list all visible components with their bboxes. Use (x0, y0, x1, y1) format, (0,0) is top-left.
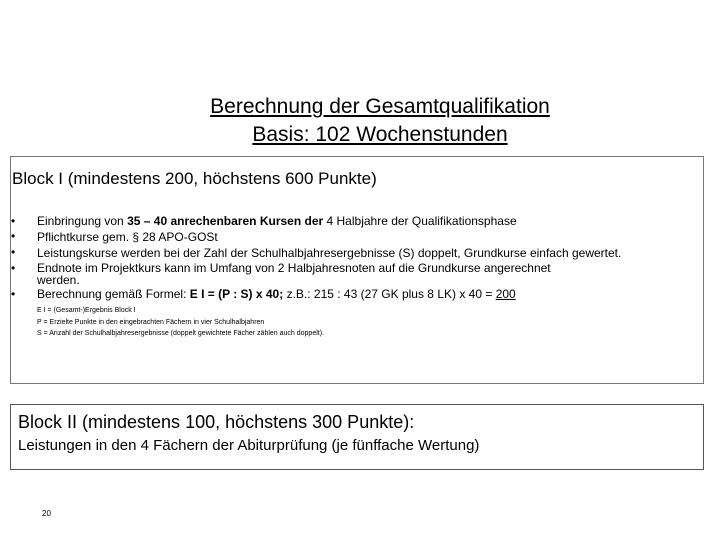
legend-line: S = Anzahl der Schulhalbjahresergebnisse (doppelt gewichtete Fächer zählen auch doppelt). (37, 330, 324, 337)
bullet-marker: • (11, 261, 16, 275)
bullet-marker: • (11, 287, 16, 301)
page-number: 20 (42, 509, 51, 518)
formula-text: E I = (P : S) x 40; (189, 287, 284, 301)
legend-line: P = Erzielte Punkte in den eingebrachten Fächern in vier Schulhalbjahren (37, 319, 265, 326)
block2-subtext: Leistungen in den 4 Fächern der Abiturprüfung (je fünffache Wertung) (18, 437, 480, 454)
list-item-continuation: werden. (37, 273, 80, 287)
page-title: Berechnung der Gesamtqualifikation (210, 95, 550, 118)
block1-heading: Block I (mindestens 200, höchstens 600 Punkte) (12, 169, 377, 188)
list-item: Endnote im Projektkurs kann im Umfang von 2 Halbjahresnoten auf die Grundkurse angerechnet (37, 261, 551, 275)
legend-line: E I = (Gesamt-)Ergebnis Block I (37, 307, 136, 314)
bullet-marker: • (11, 229, 16, 243)
bullet-marker: • (11, 245, 16, 259)
item-text: Einbringung von (37, 214, 128, 228)
list-item-formula (37, 288, 697, 300)
page-subtitle: Basis: 102 Wochenstunden (252, 123, 508, 146)
bullet-marker: • (11, 214, 16, 228)
result-value: 200 (495, 287, 516, 301)
list-item: Pflichtkurse gem. § 28 APO-GOSt (37, 230, 218, 244)
list-item (37, 215, 697, 227)
item-text: 4 Halbjahre der Qualifikationsphase (323, 214, 517, 228)
example-text: z.B.: 215 : 43 (27 GK plus 8 LK) x 40 = (283, 287, 496, 301)
block2-heading: Block II (mindestens 100, höchstens 300 Punkte): (18, 412, 415, 432)
item-bold-text: 35 – 40 anrechenbaren Kursen der (127, 214, 324, 228)
item-text: Berechnung gemäß Formel: (37, 287, 190, 301)
list-item: Leistungskurse werden bei der Zahl der Schulhalbjahresergebnisse (S) doppelt, Grundkurse einfach gewertet. (37, 246, 622, 260)
